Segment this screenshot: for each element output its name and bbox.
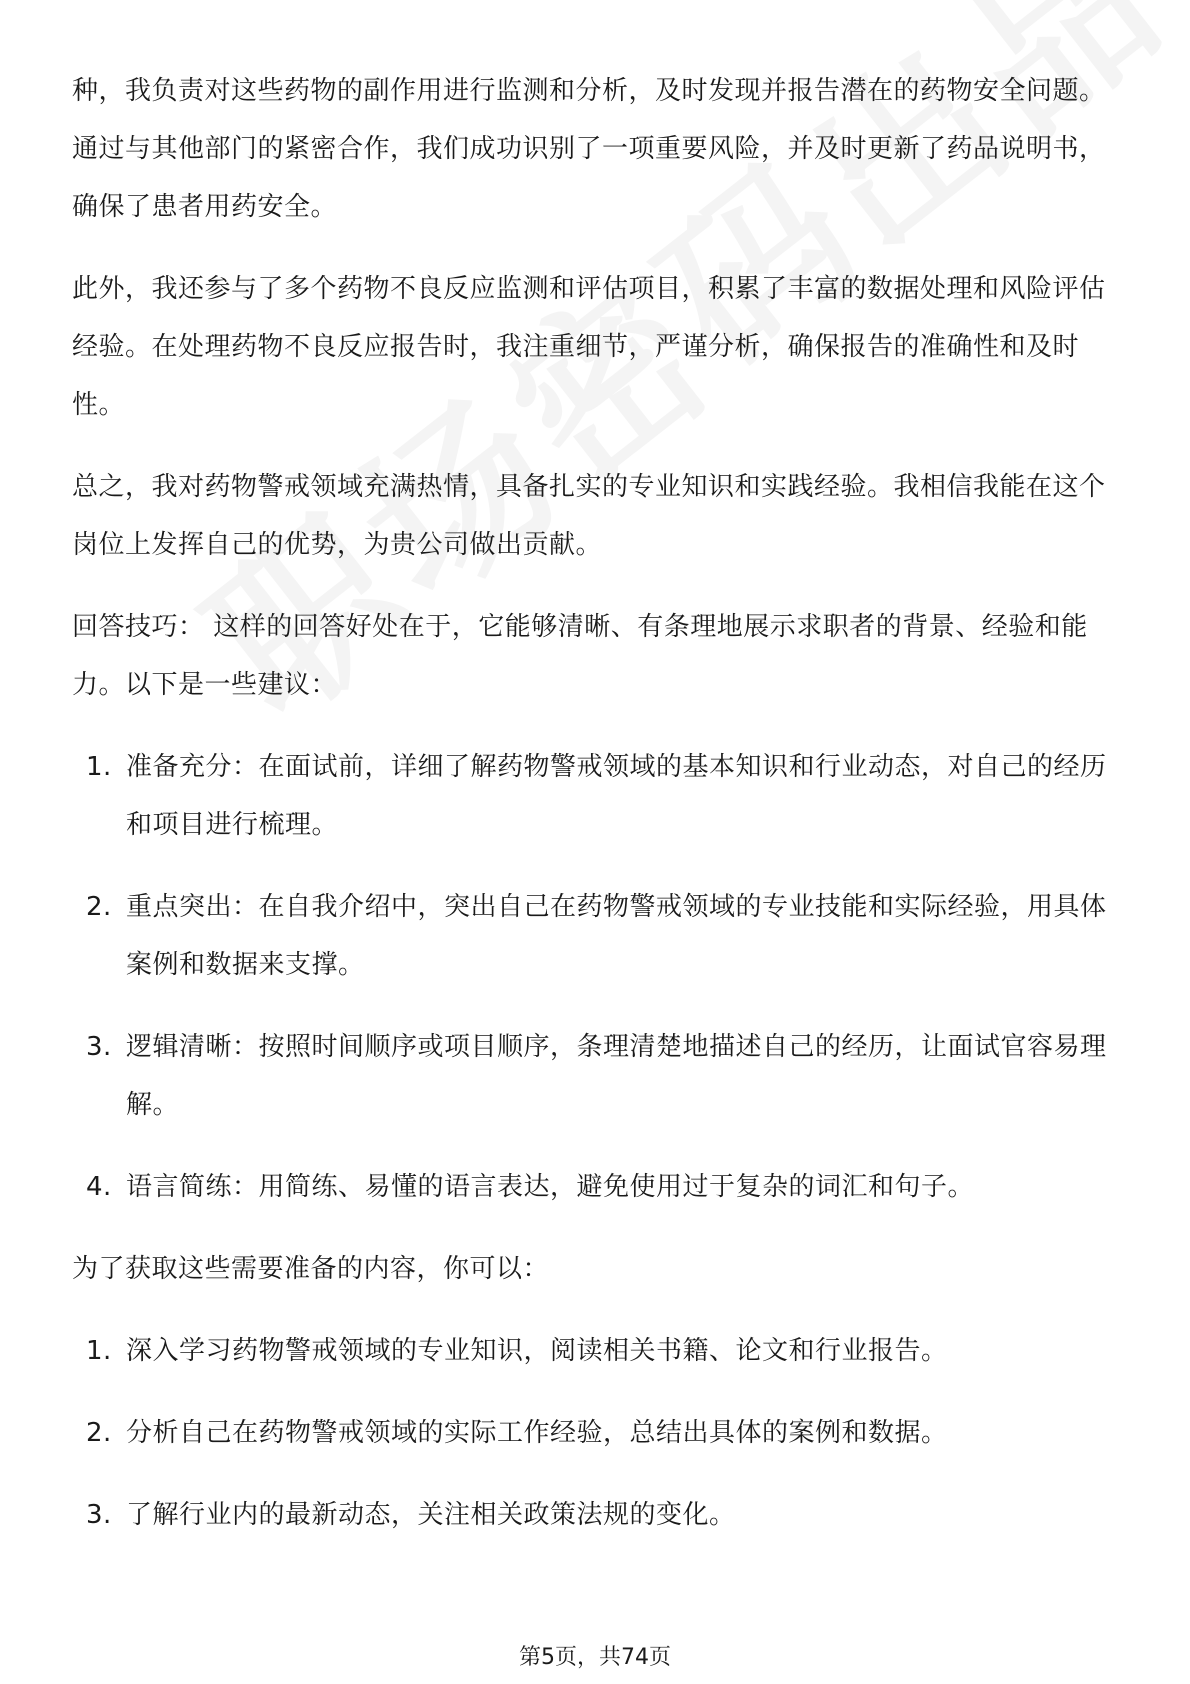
list-item bbox=[72, 1322, 1122, 1380]
prep-list bbox=[72, 1322, 1122, 1544]
list-number: 2. bbox=[86, 1418, 112, 1448]
list-text: 分析自己在药物警戒领域的实际工作经验，总结出具体的案例和数据。 bbox=[126, 1418, 948, 1448]
list-number: 3. bbox=[86, 1500, 112, 1530]
list-text: 准备充分：在面试前，详细了解药物警戒领域的基本知识和行业动态，对自己的经历和项目进行梳理。 bbox=[126, 752, 1107, 840]
list-text: 了解行业内的最新动态，关注相关政策法规的变化。 bbox=[126, 1500, 736, 1530]
paragraph-summary: 总之，我对药物警戒领域充满热情，具备扎实的专业知识和实践经验。我相信我能在这个岗位上发挥自己的优势，为贵公司做出贡献。 bbox=[72, 472, 1106, 560]
list-text: 重点突出：在自我介绍中，突出自己在药物警戒领域的专业技能和实际经验，用具体案例和数据来支撑。 bbox=[126, 892, 1107, 980]
list-number: 2. bbox=[86, 892, 112, 922]
paragraph-responsibilities: 种，我负责对这些药物的副作用进行监测和分析，及时发现并报告潜在的药物安全问题。通过与其他部门的紧密合作，我们成功识别了一项重要风险，并及时更新了药品说明书，确保了患者用药安全。 bbox=[72, 76, 1106, 222]
paragraph-answer-tips: 回答技巧： 这样的回答好处在于，它能够清晰、有条理地展示求职者的背景、经验和能力。以下是一些建议： bbox=[72, 612, 1088, 700]
list-item bbox=[72, 1486, 1122, 1544]
tips-list bbox=[72, 738, 1122, 1216]
list-text: 语言简练：用简练、易懂的语言表达，避免使用过于复杂的词汇和句子。 bbox=[126, 1172, 975, 1202]
list-item bbox=[72, 1404, 1122, 1462]
list-item bbox=[72, 1018, 1122, 1134]
list-number: 4. bbox=[86, 1172, 112, 1202]
paragraph-experience: 此外，我还参与了多个药物不良反应监测和评估项目，积累了丰富的数据处理和风险评估经验。在处理药物不良反应报告时，我注重细节，严谨分析，确保报告的准确性和及时性。 bbox=[72, 274, 1106, 420]
list-number: 1. bbox=[86, 752, 112, 782]
page-number-footer: 第5页，共74页 bbox=[519, 1645, 671, 1670]
paragraph-prep-intro: 为了获取这些需要准备的内容，你可以： bbox=[72, 1254, 550, 1284]
list-item bbox=[72, 738, 1122, 854]
list-number: 3. bbox=[86, 1032, 112, 1062]
list-item bbox=[72, 878, 1122, 994]
document-body bbox=[72, 62, 1122, 1568]
list-text: 逻辑清晰：按照时间顺序或项目顺序，条理清楚地描述自己的经历，让面试官容易理解。 bbox=[126, 1032, 1107, 1120]
list-number: 1. bbox=[86, 1336, 112, 1366]
list-text: 深入学习药物警戒领域的专业知识，阅读相关书籍、论文和行业报告。 bbox=[126, 1336, 948, 1366]
list-item bbox=[72, 1158, 1122, 1216]
